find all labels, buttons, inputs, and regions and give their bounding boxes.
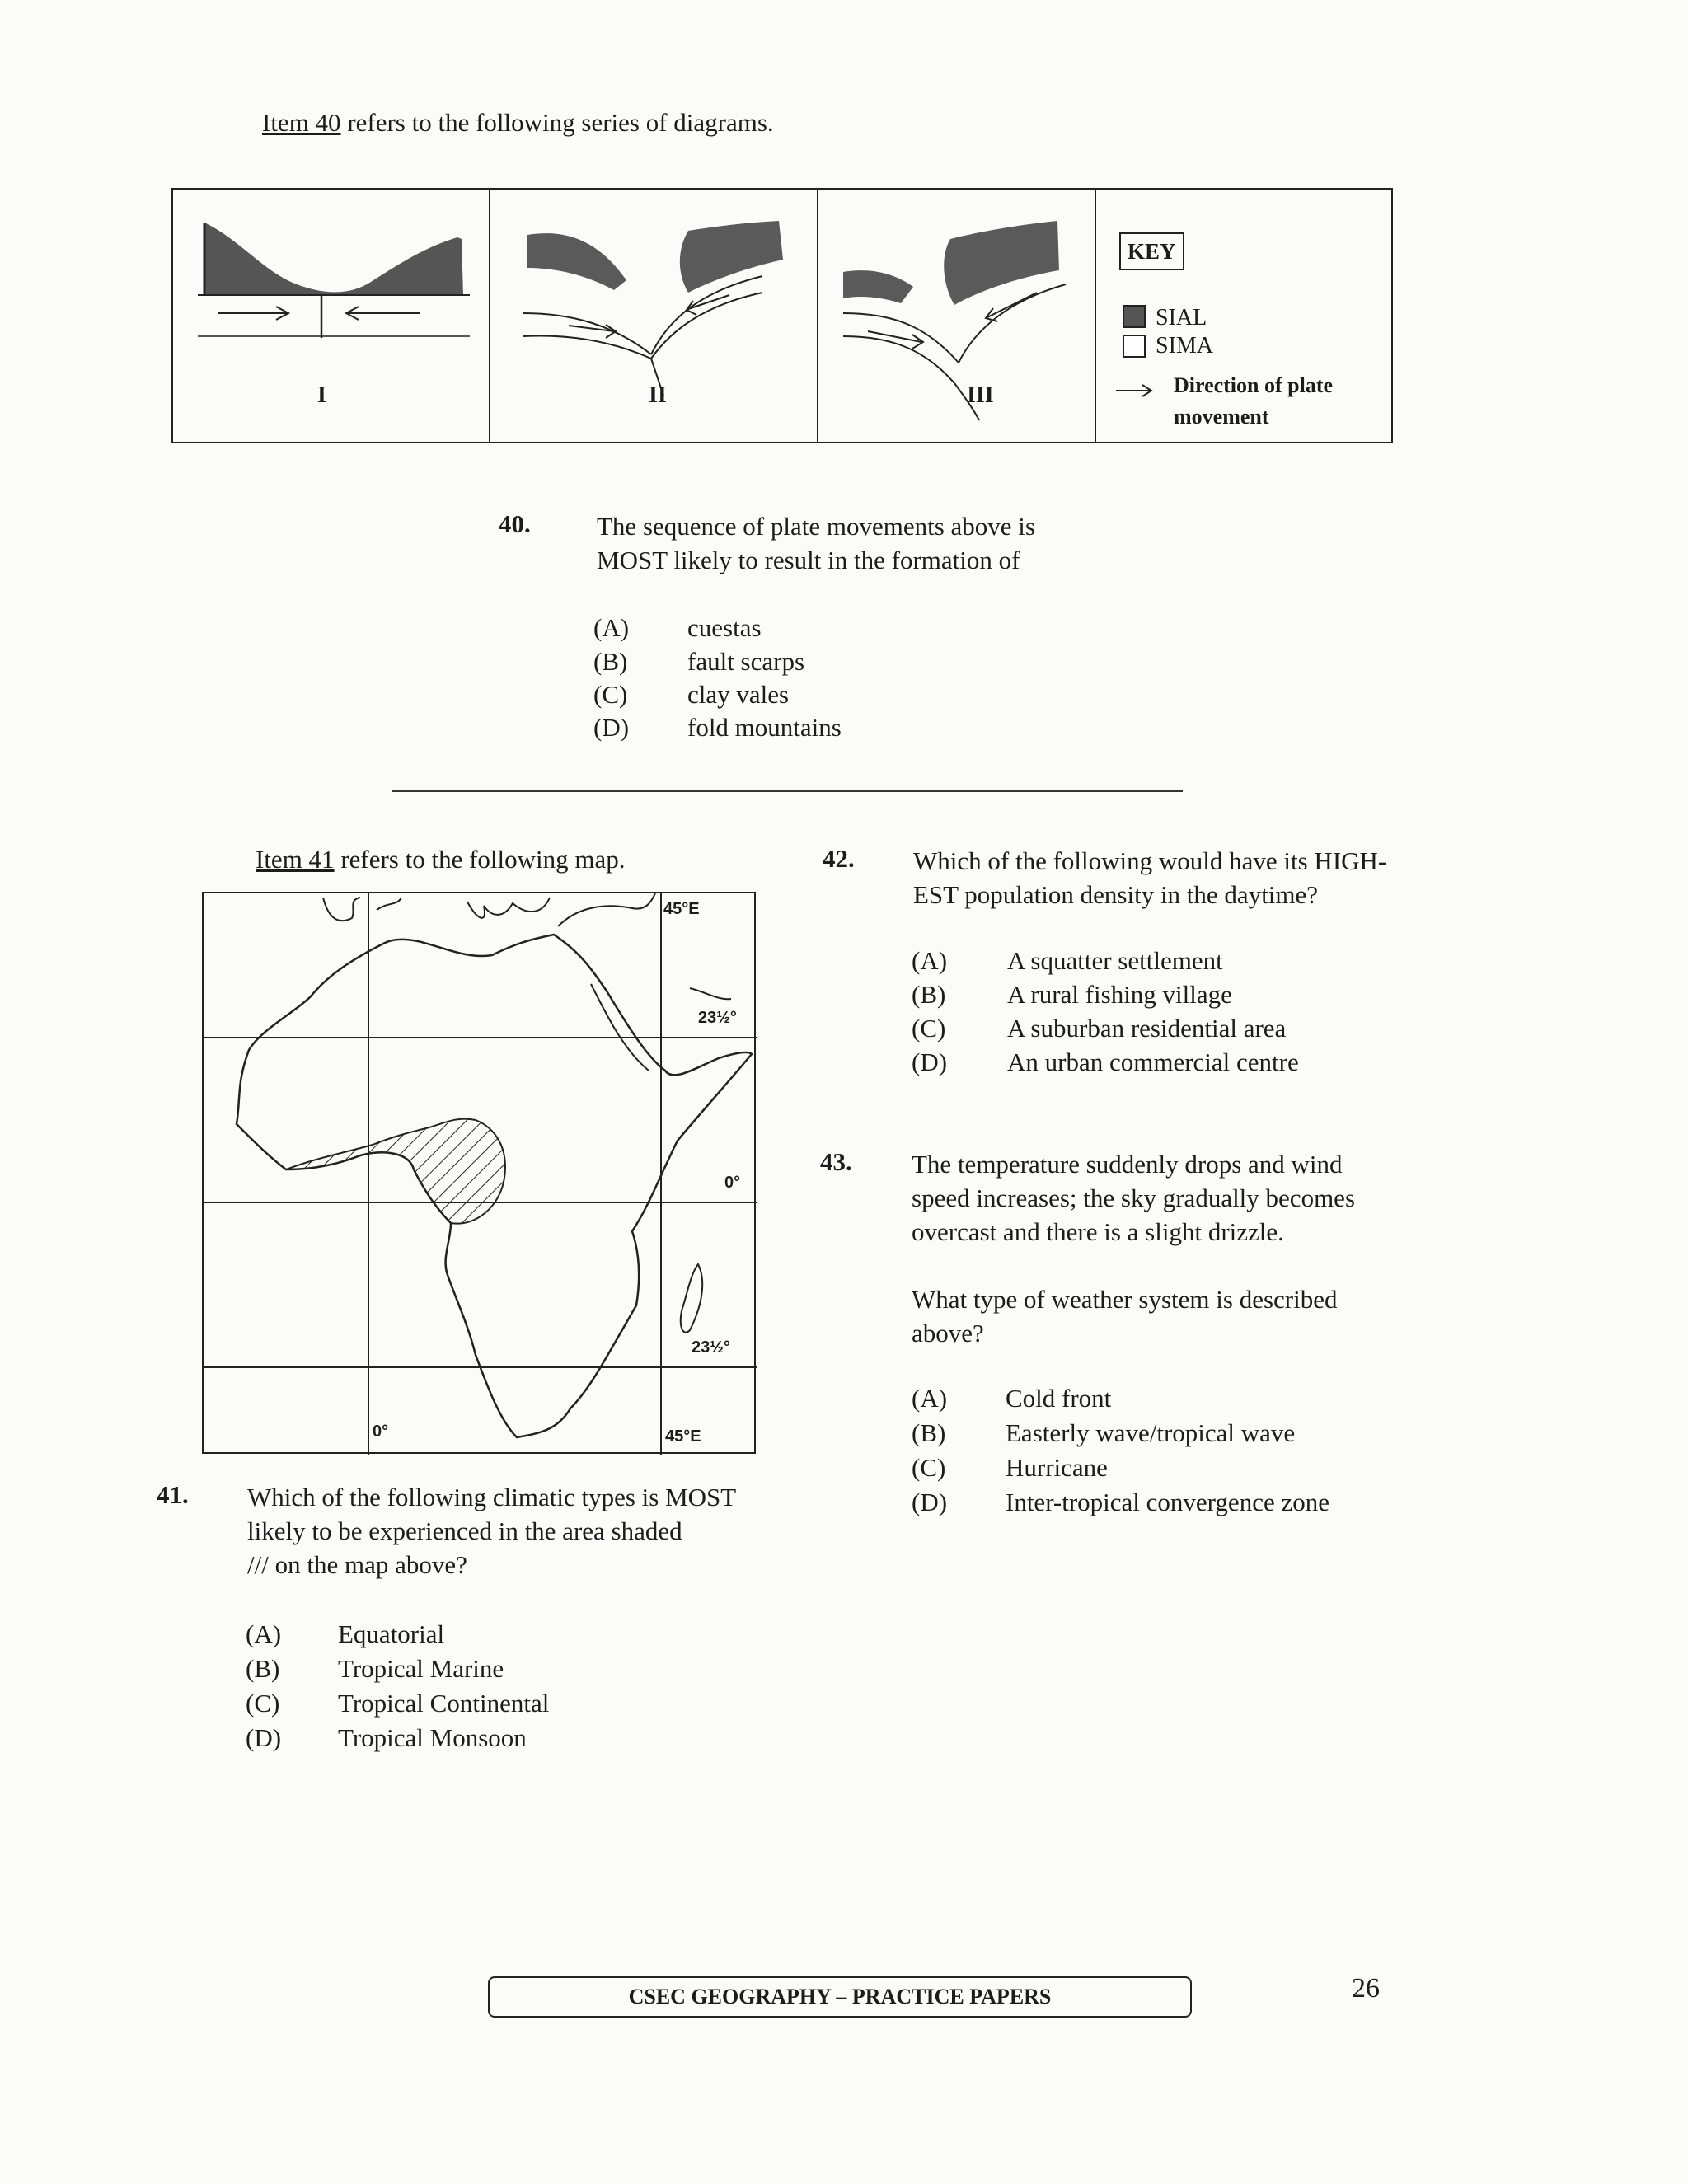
panel-1-label: I [317, 382, 326, 408]
q43-option-letter: (C) [912, 1453, 946, 1482]
q41-option-text: Tropical Marine [338, 1654, 504, 1683]
q42-number: 42. [823, 844, 855, 873]
sima-label: SIMA [1156, 333, 1214, 359]
q42-option-letter: (A) [912, 946, 948, 975]
q40-option-text: clay vales [687, 680, 790, 709]
panel-3-label: III [967, 382, 994, 408]
key-title: KEY [1119, 232, 1184, 270]
footer-title: CSEC GEOGRAPHY – PRACTICE PAPERS [628, 1985, 1052, 2008]
q42-option-letter: (D) [912, 1047, 948, 1076]
q40-line1: The sequence of plate movements above is [597, 512, 1035, 541]
q43-line2: speed increases; the sky gradually becomes [912, 1183, 1356, 1212]
panel-3-drawing [818, 190, 1096, 445]
q40-line2: MOST likely to result in the formation of [597, 546, 1020, 574]
item40-intro [262, 105, 774, 139]
map-label-0-bottom: 0° [373, 1422, 389, 1441]
q41-option-text: Tropical Monsoon [338, 1723, 527, 1752]
q42-option-letter: (C) [912, 1014, 946, 1043]
q43-option-text: Easterly wave/tropical wave [1006, 1418, 1296, 1447]
diagram-key [1096, 190, 1390, 442]
q41-option-letter: (A) [246, 1619, 282, 1648]
q42-option-text: A squatter settlement [1007, 946, 1223, 975]
q43-option-letter: (B) [912, 1418, 946, 1447]
panel-1-drawing [173, 190, 490, 445]
q40-option-text: cuestas [687, 613, 762, 642]
map-label-45e-top: 45°E [663, 900, 700, 918]
item41-ref: Item 41 [256, 845, 335, 874]
q43-line5: above? [912, 1319, 984, 1347]
q41-option-letter: (B) [246, 1654, 280, 1683]
diagram-panel-3 [818, 190, 1096, 442]
q43-option-letter: (A) [912, 1384, 948, 1413]
q40-option-letter: (A) [593, 613, 630, 642]
q40-option-text: fault scarps [687, 647, 805, 676]
q42-line1: Which of the following would have its HIGH- [913, 846, 1387, 875]
q40-number: 40. [499, 509, 531, 538]
africa-map [202, 892, 756, 1454]
q40-option-letter: (B) [593, 647, 628, 676]
africa-map-drawing [204, 893, 757, 1455]
q43-option-text: Hurricane [1006, 1453, 1108, 1482]
q41-option-letter: (D) [246, 1723, 282, 1752]
sial-label: SIAL [1156, 305, 1207, 330]
map-label-tropic-capricorn: 23½° [692, 1338, 730, 1357]
section-divider [392, 790, 1183, 792]
q41-line3: /// on the map above? [247, 1550, 467, 1579]
q42-option-text: An urban commercial centre [1007, 1047, 1299, 1076]
plate-diagram-series [171, 188, 1393, 443]
q43-line4: What type of weather system is described [912, 1285, 1338, 1314]
map-label-45e-bottom: 45°E [665, 1427, 701, 1446]
item41-intro [256, 842, 626, 876]
item40-ref: Item 40 [262, 108, 341, 137]
q40-option-letter: (D) [593, 713, 630, 742]
direction-label-1: Direction of plate [1174, 373, 1334, 397]
q42-option-letter: (B) [912, 980, 946, 1009]
q42-option-text: A suburban residential area [1007, 1014, 1287, 1043]
page-number: 26 [1352, 1973, 1380, 2004]
q43-option-text: Inter-tropical convergence zone [1006, 1488, 1329, 1516]
item40-intro-text: refers to the following series of diagrams. [340, 108, 774, 137]
diagram-panel-2 [490, 190, 818, 442]
map-label-tropic-cancer: 23½° [698, 1009, 737, 1027]
q40-option-letter: (C) [593, 680, 628, 709]
panel-2-label: II [649, 382, 667, 408]
q43-line3: overcast and there is a slight drizzle. [912, 1217, 1284, 1246]
diagram-panel-1 [173, 190, 490, 442]
map-label-equator: 0° [724, 1174, 741, 1192]
q41-line2: likely to be experienced in the area shaded [247, 1516, 682, 1545]
q43-line1: The temperature suddenly drops and wind [912, 1150, 1343, 1179]
sial-swatch [1123, 305, 1146, 328]
sima-swatch [1123, 335, 1146, 358]
q40-option-text: fold mountains [687, 713, 842, 742]
q41-line1: Which of the following climatic types is MOST [247, 1483, 737, 1511]
q41-option-letter: (C) [246, 1689, 280, 1718]
q42-option-text: A rural fishing village [1007, 980, 1232, 1009]
q41-option-text: Tropical Continental [338, 1689, 550, 1718]
q43-option-letter: (D) [912, 1488, 948, 1516]
q43-number: 43. [820, 1147, 852, 1176]
arrow-icon [1114, 382, 1156, 399]
footer-title-box [488, 1976, 1192, 2018]
q41-number: 41. [157, 1480, 189, 1509]
q43-option-text: Cold front [1006, 1384, 1112, 1413]
q41-option-text: Equatorial [338, 1619, 445, 1648]
item41-intro-text: refers to the following map. [334, 845, 626, 874]
direction-label-2: movement [1174, 405, 1269, 429]
q42-line2: EST population density in the daytime? [913, 880, 1319, 909]
